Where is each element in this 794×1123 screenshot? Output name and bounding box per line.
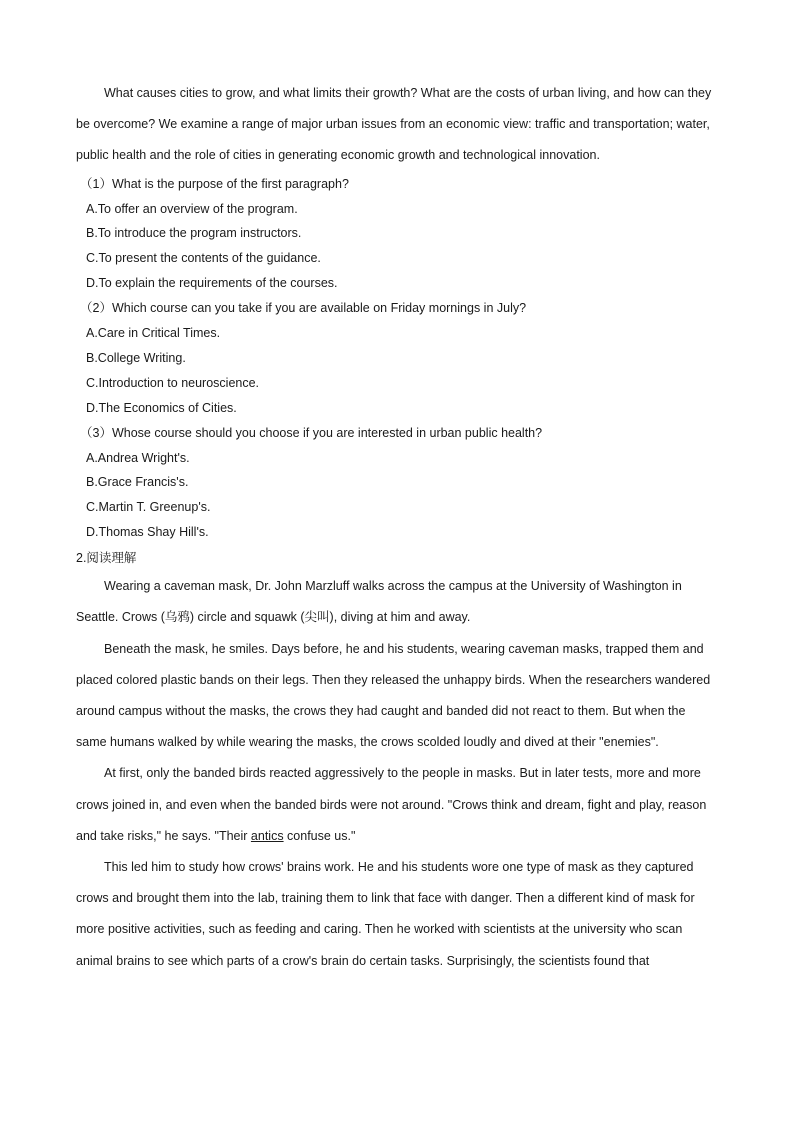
underlined-word: antics xyxy=(250,828,284,843)
option-d: D.Thomas Shay Hill's. xyxy=(86,525,209,540)
paragraph-text: confuse us." xyxy=(283,828,356,843)
option-a: A.To offer an overview of the program. xyxy=(86,201,298,216)
option-b: B.Grace Francis's. xyxy=(86,475,189,490)
passage-paragraph-3 xyxy=(76,758,716,852)
option-b: B.College Writing. xyxy=(86,350,186,365)
question-2 xyxy=(76,296,716,421)
paragraph-text: At first, only the banded birds reacted aggressively to the people in masks. But in later tests, more and more crows joined in, and even when the banded birds were not around. "Crows think and dream, fight and play, reason and take risks," he says. "Their xyxy=(76,766,707,843)
question-3 xyxy=(76,421,716,546)
option-c: C.To present the contents of the guidance. xyxy=(86,251,321,266)
option-b: B.To introduce the program instructors. xyxy=(86,226,302,241)
intro-paragraph: What causes cities to grow, and what limits their growth? What are the costs of urban living, and how can they be overcome? We examine a range of major urban issues from an economic view: traffic and transportation; water, public health and the role of cities in generating economic growth and technological innovation. xyxy=(76,86,712,163)
passage-paragraph-4: This led him to study how crows' brains work. He and his students wore one type of mask as they captured crows and brought them into the lab, training them to link that face with danger. Then a different kind of mask for more positive activities, such as feeding and caring. Then he worked with scientists at the university who scan animal brains to see which parts of a crow's brain do certain tasks. Surprisingly, the scientists found that xyxy=(76,860,695,968)
option-d: D.To explain the requirements of the courses. xyxy=(86,276,338,291)
question-stem: （3）Whose course should you choose if you are interested in urban public health? xyxy=(80,425,543,440)
option-d: D.The Economics of Cities. xyxy=(86,400,237,415)
document-page xyxy=(76,78,716,977)
question-stem: （2）Which course can you take if you are available on Friday mornings in July? xyxy=(80,301,527,316)
option-c: C.Martin T. Greenup's. xyxy=(86,500,211,515)
passage-paragraph-2: Beneath the mask, he smiles. Days before, he and his students, wearing caveman masks, trapped them and placed colored plastic bands on their legs. Then they released the unhappy birds. When the researchers wandered around campus without the masks, the crows they had caught and banded did not react to them. But when the same humans walked by while wearing the masks, the crows scolded loudly and dived at their "enemies". xyxy=(76,641,711,750)
question-1 xyxy=(76,172,716,297)
option-c: C.Introduction to neuroscience. xyxy=(86,375,260,390)
section-heading: 2.阅读理解 xyxy=(76,551,137,566)
question-stem: （1）What is the purpose of the first paragraph? xyxy=(80,176,349,191)
option-a: A.Andrea Wright's. xyxy=(86,450,190,465)
passage-paragraph-1: Wearing a caveman mask, Dr. John Marzluff walks across the campus at the University of Washington in Seattle. Crows (乌鸦) circle and squawk (尖叫), diving at him and away. xyxy=(76,579,682,625)
option-a: A.Care in Critical Times. xyxy=(86,326,221,341)
